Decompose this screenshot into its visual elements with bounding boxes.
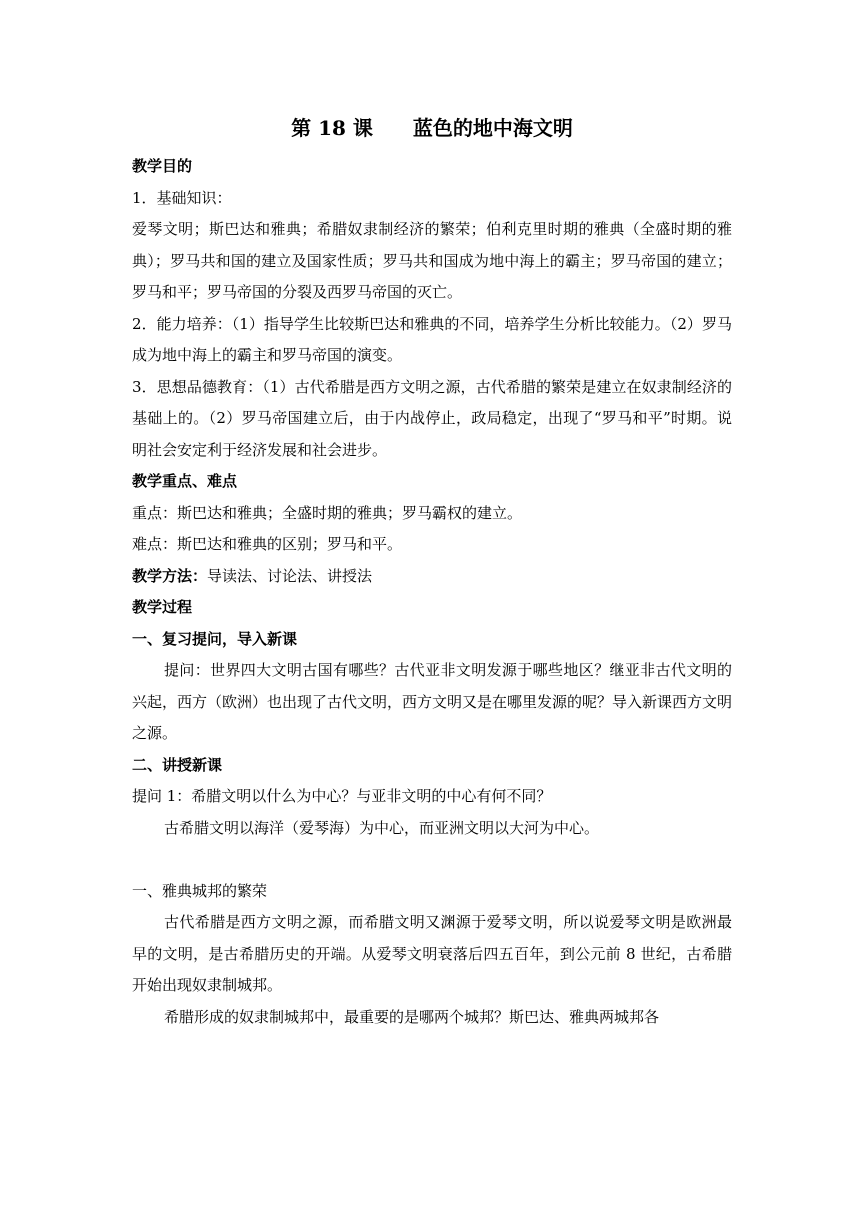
section-1-heading: 一、复习提问，导入新课: [132, 629, 298, 648]
document-page: [132, 112, 732, 1033]
objective-2: 2．能力培养：（1）指导学生比较斯巴达和雅典的不同，培养学生分析比较能力。（2）罗马成为地中海上的霸主和罗马帝国的演变。: [132, 314, 732, 364]
page-title: 第 18 课 蓝色的地中海文明: [291, 116, 573, 140]
blank-line: [132, 844, 732, 876]
objective-1-body: 爱琴文明；斯巴达和雅典；希腊奴隶制经济的繁荣；伯利克里时期的雅典（全盛时期的雅典）；罗马共和国的建立及国家性质；罗马共和国成为地中海上的霸主；罗马帝国的建立；罗马和平；罗马帝国的分裂及西罗马帝国的灭亡。: [132, 220, 732, 301]
subsection-1-paragraph-1: 古代希腊是西方文明之源，而希腊文明又渊源于爱琴文明，所以说爱琴文明是欧洲最早的文明，是古希腊历史的开端。从爱琴文明衰落后四五百年，到公元前 8 世纪，古希腊开始出现奴隶制城邦。: [132, 913, 732, 994]
objective-3: 3．思想品德教育：（1）古代希腊是西方文明之源，古代希腊的繁荣是建立在奴隶制经济的基础上的。（2）罗马帝国建立后，由于内战停止，政局稳定，出现了“罗马和平”时期。说明社会安定利于经济发展和社会进步。: [132, 377, 732, 459]
section-2-heading: 二、讲授新课: [132, 755, 223, 774]
objective-1-label: 1．基础知识：: [132, 188, 232, 207]
subsection-1-paragraph-2: 希腊形成的奴隶制城邦中，最重要的是哪两个城邦？斯巴达、雅典两城邦各: [164, 1007, 660, 1026]
section-1-body: 提问：世界四大文明古国有哪些？古代亚非文明发源于哪些地区？继亚非古代文明的兴起，西方（欧洲）也出现了古代文明，西方文明又是在哪里发源的呢？导入新课西方文明之源。: [132, 661, 733, 742]
objectives-heading: 教学目的: [132, 157, 193, 175]
focus-heading: 教学重点、难点: [132, 472, 238, 490]
teaching-method: [132, 561, 732, 593]
focus-key-points: 重点：斯巴达和雅典；全盛时期的雅典；罗马霸权的建立。: [132, 503, 523, 522]
process-heading: 教学过程: [132, 598, 193, 616]
focus-difficult-points: 难点：斯巴达和雅典的区别；罗马和平。: [132, 535, 403, 553]
method-value: 导读法、讨论法、讲授法: [207, 566, 373, 585]
method-label: 教学方法：: [132, 566, 208, 585]
question-1: 提问 1：希腊文明以什么为中心？与亚非文明的中心有何不同？: [132, 787, 552, 805]
subsection-1-heading: 一、雅典城邦的繁荣: [132, 881, 268, 900]
answer-1: 古希腊文明以海洋（爱琴海）为中心，而亚洲文明以大河为中心。: [164, 818, 600, 837]
